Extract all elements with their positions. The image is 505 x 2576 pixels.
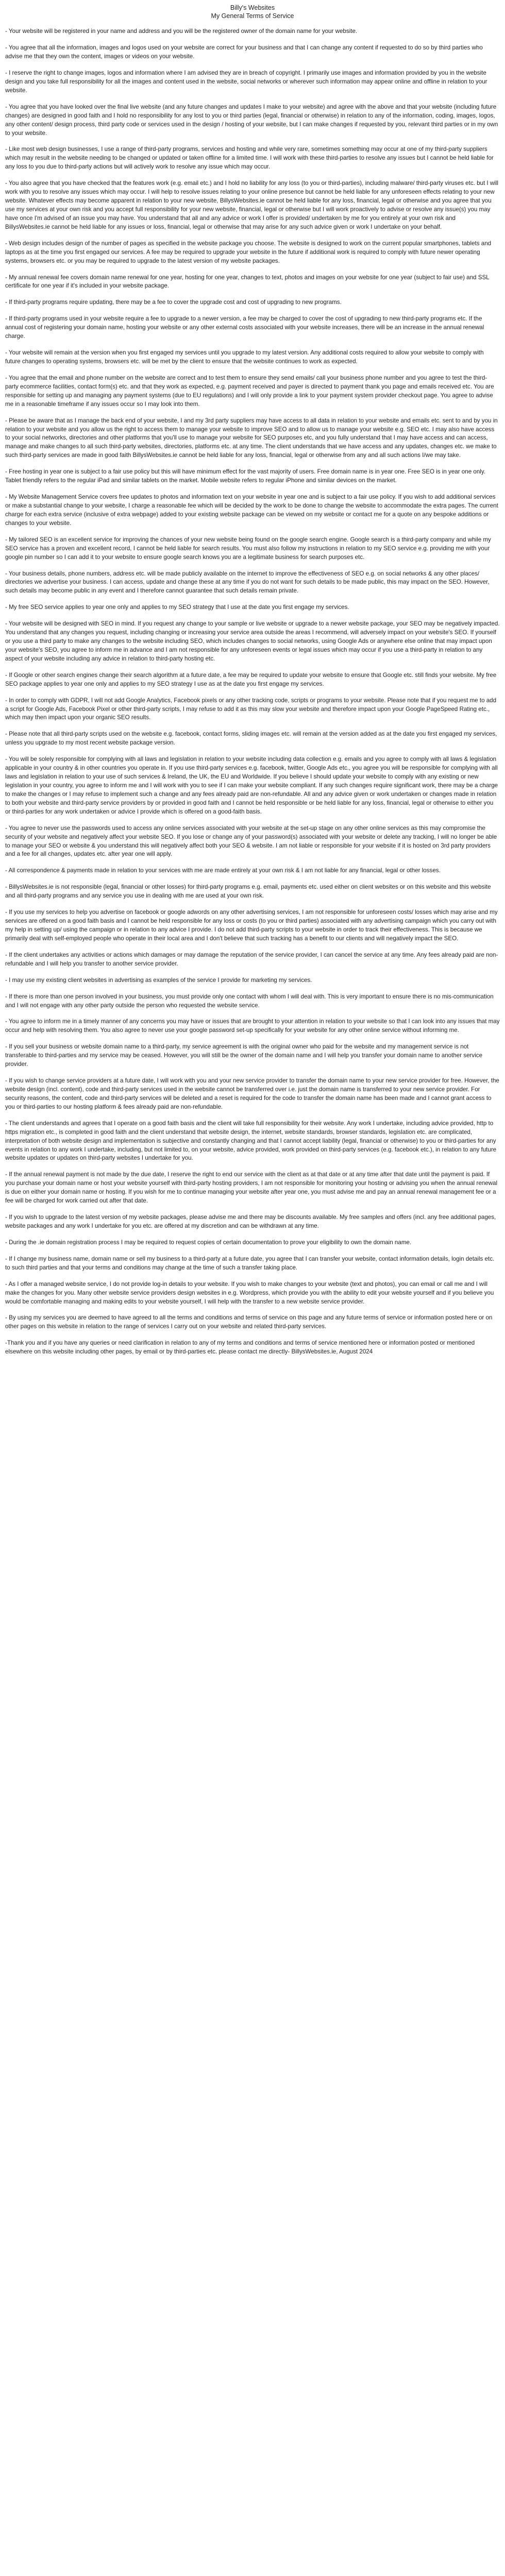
term-paragraph: - If the client undertakes any activities or actions which damages or may damage the reputation of the service provider, I can cancel the service at any time. Any fees already paid are non-refundable and I will help you transfer to another service provider. bbox=[5, 951, 498, 967]
term-paragraph: - If third-party programs used in your website require a fee to upgrade to a newer version, a fee may be charged to cover the cost of upgrading to new third-party programs etc. If the annual cost of registering your domain name, hosting your website or any other external costs associated with your website increases, there will be an increase in the annual renewal charge. bbox=[5, 315, 484, 340]
term-paragraph: - My free SEO service applies to year one only and applies to my SEO strategy that I use at the date you first engage my services. bbox=[5, 604, 349, 611]
term-paragraph: - If you wish to upgrade to the latest version of my website packages, please advise me and there may be discounts available. My free samples and offers (incl. any free additional pages, website packages and any work I undertake for you etc. are offered at my discretion and can be withdrawn at any time. bbox=[5, 1214, 496, 1229]
term-paragraph: - You agree to never use the passwords used to access any online services associated with your website at the set-up stage on any other online services as this may compromise the security of your website and negatively affect your website SEO. If you lose or change any of your password(s) associated with your website or delete any tracking, I will no longer be able to manage your SEO or website & you understand this will negatively affect both your SEO & website. I am not liable or responsible for your website if it is hosted on 3rd party providers and a fee for all changes, updates etc. after year one will apply. bbox=[5, 824, 497, 858]
site-title: Billy's Websites bbox=[230, 4, 275, 11]
term-paragraph: - You will be solely responsible for complying with all laws and legislation in relation to your website including data collection e.g. emails and you agree to comply with all laws & legislation applicable in your country & in other countries you operate in. If you use third-party services e.g. facebook, twitter, Google Ads etc., you agree you will be responsible for complying with all laws and legislation in relation to your use of such services & Ireland, the UK, the EU and Worldwide. If you believe I should update your website to comply with any existing or new legislation in your country, you agree to inform me and I will work with you to see if I can make your website compliant. If any such changes require significant work, there may be a charge to make the changes or I may refuse to implement such a change and any fees already paid are non-refundable. All and any advice given or work undertaken or changes made in relation to both your website and third-party service providers by or provided in good faith and I cannot be held responsible or be held liable for any loss, financial, legal or otherwise to either you or third-parties for any work undertaken or advice I provide which is offered on a good-faith basis. bbox=[5, 756, 498, 815]
term-paragraph: - Please be aware that as I manage the back end of your website, I and my 3rd party suppliers may have access to all data in relation to your website and emails etc. sent to and by you in relation to your website and you allow us the right to access them to manage your website to improve SEO and to allow us to manage your website e.g. SEO etc. I may also have access to your social networks, directories and other platforms that you'll use to manage your website for SEO purposes etc, and you fully understand that I may have access and can access, manage and make changes to all such third-party websites, directories, platforms etc. at any time. The client understands that we have access and any updates, changes etc. we make to such third-party services are made in good faith BillysWebsites.ie cannot be held liable for any loss, financial, legal or otherwise from any and all such actions I/we may take. bbox=[5, 417, 498, 459]
term-paragraph: - You agree that the email and phone number on the website are correct and to test them to ensure they send emails/ call your business phone number and you agree to test the third-party ecommerce facilities, contact form(s) etc. and that they work as expected, e.g. payment received and payer is directed to payment thank you page and emails received etc. You are responsible for setting up and managing any payment systems (due to EU regulations) and I will only provide a link to your payment system provider checkout page. You agree to advise me in a reasonable timeframe if any issues occur so I may look into them. bbox=[5, 374, 494, 408]
term-paragraph: - My tailored SEO is an excellent service for improving the chances of your new website being found on the google search engine. Google search is a third-party company and while my SEO service has a proven and excellent record, I cannot be held liable for search results. You must also follow my instructions in relation to my SEO service e.g. providing me with your google pin number so I can add it to your website to ensure google search knows you are a legitimate business for search purposes etc. bbox=[5, 536, 491, 561]
term-paragraph: - All correspondence & payments made in relation to your services with me are made entirely at your own risk & I am not liable for any financial, legal or other losses. bbox=[5, 867, 441, 874]
term-paragraph: - Your website will be designed with SEO in mind. If you request any change to your sample or live website or upgrade to a newer website package, your SEO may be negatively impacted. You understand that any changes you request, including changing or increasing your service area outside the areas I recommend, will adversely impact on your website's SEO. If yourself or you use a third party to make any changes to the website including SEO, which includes changes to social networks, using Google Ads or anywhere else online that may impact upon your website's SEO, you agree to inform me in advance and I am not responsible for any unforeseen events or legal issues which may occur if you use a third-party in relation to any aspect of your website including any advice in relation to third-party hosting etc. bbox=[5, 620, 500, 662]
term-paragraph: - If Google or other search engines change their search algorithm at a future date, a fee may be required to update your website to ensure that Google etc. still finds your website. My free SEO package applies to year one only and applies to my SEO strategy I use as at the date you first engage my services. bbox=[5, 671, 497, 687]
term-paragraph: - If I change my business name, domain name or sell my business to a third-party at a future date, you agree that I can transfer your website, contact information details, login details etc. to such third parties and that your terms and conditions may change at the time of such a transfer taking place. bbox=[5, 1255, 495, 1271]
term-paragraph: - As I offer a managed website service, I do not provide log-in details to your website. If you wish to make changes to your website (text and photos), you can email or call me and I will make the changes for you. Many other website service providers design websites in e.g. Wordpress, which provide you with the ability to edit your website yourself and if you believe you would be comfortable managing and making edits to your website yourself, I will help with the transfer to a new website service provider. bbox=[5, 1280, 494, 1305]
term-paragraph: - My Website Management Service covers free updates to photos and information text on your website in year one and is subject to a fair use policy. If you wish to add additional services or make a substantial change to your website, I charge a reasonable fee which will be decided by the work to be done to change the website to accommodate the extra pages. The current charge for each extra service (inclusive of extra webpage) added to your existing website package can be viewed on my website or contact me for a quote on any bespoke additions or changes to your website. bbox=[5, 494, 498, 527]
term-paragraph: - You agree that you have looked over the final live website (and any future changes and updates I make to your website) and agree with the above and that your website (including future changes) are designed in good faith and I hold no responsibility for any lost to you or third parties (legal, financial or otherwise) in relation to any of the information, coding, images, logos, any other content/ design process, third party code or services used in the design / hosting of your website, but I can make changes if requested by you, relevant third parties or in my own to your website. bbox=[5, 103, 498, 137]
term-paragraph: - Free hosting in year one is subject to a fair use policy but this will have minimum effect for the vast majority of users. Free domain name is in year one. Free SEO is in year one only. Tablet friendly refers to the regular iPad and similar tablets on the market. Mobile website refers to regular iPhone and similar devices on the market. bbox=[5, 468, 485, 484]
term-paragraph: - If you sell your business or website domain name to a third-party, my service agreement is with the original owner who paid for the website and my management service is not transferable to third-parties and my service may be ceased. However, you will still be the owner of the domain name and I will help you transfer your domain name to another service provider. bbox=[5, 1043, 483, 1068]
term-paragraph: - I reserve the right to change images, logos and information where I am advised they are in breach of copyright. I primarily use images and information provided by you in the website design and you take full responsibility for all the images and content used in the website, social networks or wherever such information may appear online and offline in relation to your website. bbox=[5, 70, 487, 94]
term-paragraph: - Please note that all third-party scripts used on the website e.g. facebook, contact forms, sliding images etc. will remain at the version added as at the date you first engaged my services, unless you upgrade to my most recent website package version. bbox=[5, 731, 497, 747]
term-paragraph: -Thank you and if you have any queries or need clarification in relation to any of my terms and conditions and terms of service mentioned here or information posted or mentioned elsewhere on this website including other pages, by email or by third-parties etc. please contact me directly- BillysWebsites.ie, August 2024 bbox=[5, 1340, 475, 1355]
document-header bbox=[5, 4, 500, 20]
term-paragraph: - Your website will remain at the version when you first engaged my services until you upgrade to my latest version. Any additional costs required to allow your website to comply with future changes to operating systems, browsers etc. will be met by the client to ensure that the website continues to work as expected. bbox=[5, 349, 484, 365]
term-paragraph: - If third-party programs require updating, there may be a fee to cover the upgrade cost and cost of upgrading to new programs. bbox=[5, 299, 342, 306]
term-paragraph: - If there is more than one person involved in your business, you must provide only one contact with whom I will deal with. This is very important to ensure there is no mis-communication and I will not engage with any other party outside the person who requested the website service. bbox=[5, 993, 494, 1009]
term-paragraph: - BillysWebsites.ie is not responsible (legal, financial or other losses) for third-party programs e.g. email, payments etc. used either on client websites or on this website and this website and all third-party programs and any service you use in dealing with me are used at your own risk. bbox=[5, 884, 491, 900]
term-paragraph: - If you use my services to help you advertise on facebook or google adwords on any other advertising services, I am not responsible for unforeseen costs/ losses which may arise and my services are offered on a good faith basis and I cannot be held responsible for any loss or costs (to you or third parties) associated with any advertising campaign which you carry out with my help in setting up/ using the campaign or in relation to any advice I provide. I do not add third-party scripts to your website in order to track their effectiveness. This is because we primarily deal with self-employed people who operate in their local area and I don't believe that such tracking has a benefit to our clients and will negatively impact the SEO. bbox=[5, 909, 498, 942]
term-paragraph: - My annual renewal fee covers domain name renewal for one year, hosting for one year, changes to text, photos and images on your website for one year (subject to fair use) and SSL certificate for one year if it's included in your website package. bbox=[5, 274, 490, 290]
term-paragraph: - Your business details, phone numbers, address etc. will be made publicly available on the internet to improve the effectiveness of SEO e.g. on social networks & any other places/ directories we advertise your business. I can access, update and change these at any time if you do not want for such details to be made public, this may impact on the SEO. However, such details may become public in any event and I therefore cannot guarantee that such details remain private. bbox=[5, 570, 490, 595]
term-paragraph: - I may use my existing client websites in advertising as examples of the service I provide for marketing my services. bbox=[5, 976, 312, 984]
term-paragraph: - If the annual renewal payment is not made by the due date, I reserve the right to end our service with the client as at that date or at any time after that date until the payment is paid. If you purchase your domain name or host your website yourself with third-party hosting providers, I am not responsible for monitoring your hosting or advising you when the annual renewal is due on either your domain name or hosting. If you wish for me to continue managing your website after year one, you must advise me and pay an annual renewal management fee or a fee will be charged for work carried out after that date. bbox=[5, 1171, 498, 1205]
term-paragraph: - If you wish to change service providers at a future date, I will work with you and your new service provider to transfer the domain name to your new service provider for free. However, the website design (incl. content), code and third-party services used in the website cannot be transferred over i.e. just the domain name is transferred to your new service provider. For security reasons, the content, code and third-party services will be deleted and a reset is required for the code to transfer the domain name has been made and I cannot grant access to you or third-parties to our hosting platform & fees already paid are non-refundable. bbox=[5, 1077, 499, 1110]
term-paragraph: - Your website will be registered in your name and address and you will be the registered owner of the domain name for your website. bbox=[5, 28, 358, 35]
terms-list bbox=[5, 27, 500, 1357]
term-paragraph: - In order to comply with GDPR, I will not add Google Analytics, Facebook pixels or any other tracking code, scripts or programs to your website. Please note that if you request me to add a script for Google Ads, Facebook Pixel or other third-party scripts, I may refuse to add it as this may slow your website and therefore impact upon your Google PageSpeed Rating etc., which may then impact upon your organic SEO results. bbox=[5, 697, 497, 721]
term-paragraph: - By using my services you are deemed to have agreed to all the terms and conditions and terms of service on this page and any future terms of service or information posted here or on other pages on this website in relation to the range of services I carry out on your website and related third-party services. bbox=[5, 1314, 493, 1330]
term-paragraph: - Web design includes design of the number of pages as specified in the website package you choose. The website is designed to work on the current popular smartphones, tablets and laptops as at the time you first engaged our services. A fee may be required to upgrade your website in the future if additional work is required to comply with future newer operating systems, browsers etc. or you may be required to upgrade to the latest version of my website packages. bbox=[5, 240, 492, 264]
term-paragraph: - You agree to inform me in a timely manner of any concerns you may have or issues that are brought to your attention in relation to your website so that I can look into any issues that may occur and help with resolving them. You also agree to never use your google password set-up specifically for your website for any other online service without informing me. bbox=[5, 1018, 500, 1034]
term-paragraph: - You agree that all the information, images and logos used on your website are correct for your business and that I can change any content if requested to do so by third parties who advise me that they own the content, images or videos on your website. bbox=[5, 44, 483, 60]
term-paragraph: - Like most web design businesses, I use a range of third-party programs, services and hosting and while very rare, sometimes something may occur at one of my third-party suppliers which may result in the website needing to be changed or updated or taken offline for a limited time. I will work with these third-parties to resolve any issues but I cannot be held liable for any loss to you due to third-party actions but will actively work to resolve any issue which may occur. bbox=[5, 146, 494, 171]
term-paragraph: - You also agree that you have checked that the features work (e.g. email etc.) and I hold no liability for any loss (to you or third-parties), including malware/ third-party viruses etc. but I will work with you to resolve any issues which may occur. I will help to resolve issues relating to your online presence but cannot be held liable for any unforeseen effects relating to your new website. Whatever effects may become apparent in relation to your new website, BillysWebsites.ie cannot be held liable for any loss, financial, legal or otherwise and you agree that you use my services at your own risk and you accept full responsibility for your new website, financial, legal or otherwise but I will work proactively to advise or resolve any issue(s) you may have once I'm advised of an issue you may have. You understand that all and any advice or work I offer is provided/ undertaken by me for you entirely at your own risk and BillysWebsites.ie cannot be held liable for any issues or loss, financial, legal or otherwise that may arise for any such advice given or work I undertake on your behalf. bbox=[5, 180, 498, 230]
document-subtitle: My General Terms of Service bbox=[211, 12, 294, 20]
term-paragraph: - The client understands and agrees that I operate on a good faith basis and the client will take full responsibility for their website. Any work I undertake, including advice provided, http to https migration etc., is completed in good faith and the client understand that website design, the internet, website standards, browser standards, legislation etc. are complicated, interpretation of both website design and implementation is subjective and constantly changing and that I cannot accept liability (legal, financial or otherwise) to you or third-parties for any events in relation to any work I undertake, including, but not limited to, on your website, advice provided, work provided on third-party services (e.g. facebook etc.), in relation to any future website updates or updates on third-party websites I undertake for you. bbox=[5, 1120, 497, 1162]
term-paragraph: - During the .ie domain registration process I may be required to request copies of certain documentation to prove your eligibility to own the domain name. bbox=[5, 1239, 412, 1246]
